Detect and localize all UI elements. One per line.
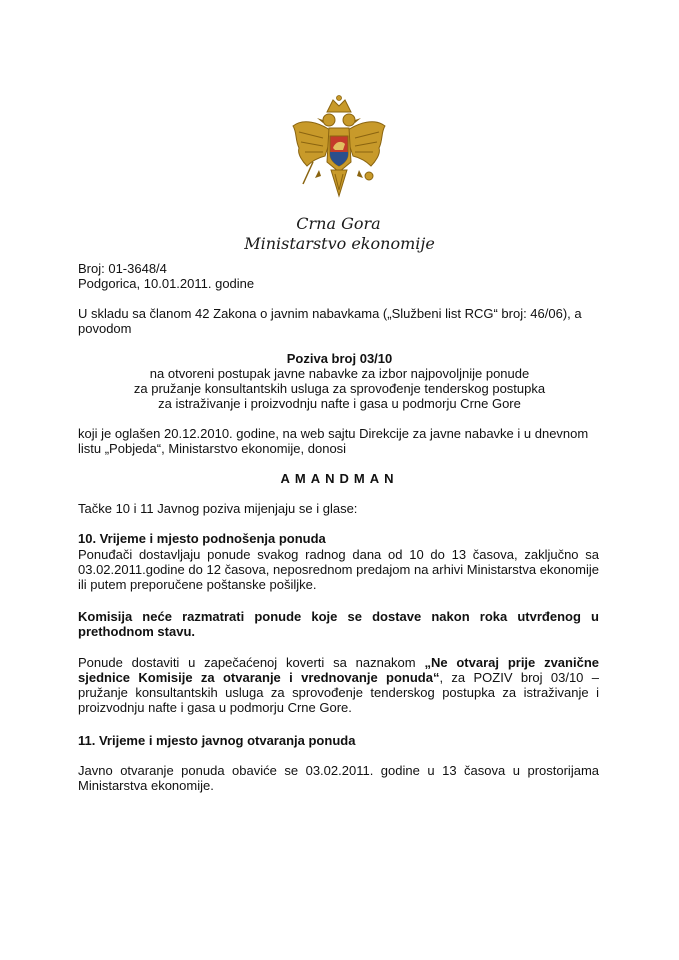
call-line-2: za pružanje konsultantskih usluga za sprovođenje tenderskog postupka xyxy=(133,381,546,396)
section-11-heading: 11. Vrijeme i mjesto javnog otvaranja ponuda xyxy=(78,733,356,748)
header-ministry: Ministarstvo ekonomije xyxy=(244,234,435,253)
call-title: Poziva broj 03/10 xyxy=(286,351,393,366)
header-country: Crna Gora xyxy=(296,214,381,233)
place-date: Podgorica, 10.01.2011. godine xyxy=(78,276,255,291)
para-3-text-a: Ponude dostaviti u zapečaćenoj koverti sa naznakom xyxy=(78,655,425,670)
para-3-text-b: , za POZIV broj 03/10 – pružanje konsultantskih usluga za sprovođenje tenderskog postupka za istraživanje i proizvodnju nafte i gasa u podmorju Crne Gore. xyxy=(78,670,599,715)
section-11-paragraph-1: Javno otvaranje ponuda obaviće se 03.02.2011. godine u 13 časova u prostorijama Ministarstva ekonomije. xyxy=(78,763,599,793)
section-10-paragraph-2: Komisija neće razmatrati ponude koje se dostave nakon roka utvrđenog u prethodnom stavu. xyxy=(78,609,599,639)
section-10-heading: 10. Vrijeme i mjesto podnošenja ponuda xyxy=(78,531,326,546)
intro-line-2: povodom xyxy=(78,321,132,336)
intro-line-1: U skladu sa članom 42 Zakona o javnim nabavkama („Službeni list RCG“ broj: 46/06), a xyxy=(78,306,582,321)
announced-line-1: koji je oglašen 20.12.2010. godine, na web sajtu Direkcije za javne nabavke i u dnevnom xyxy=(78,426,589,441)
para-3-label: „Ne otvaraj prije zvanične sjednice Komisije za otvaranje i vrednovanje ponuda“ xyxy=(78,655,599,685)
section-10-paragraph-3 xyxy=(78,655,599,715)
call-line-3: za istraživanje i proizvodnju nafte i gasa u podmorju Crne Gore xyxy=(158,396,521,411)
document-number: Broj: 01-3648/4 xyxy=(78,261,167,276)
amendment-title: AMANDMAN xyxy=(280,471,399,486)
changes-intro: Tačke 10 i 11 Javnog poziva mijenjaju se i glase: xyxy=(78,501,358,516)
coat-of-arms-icon xyxy=(289,92,389,212)
announced-line-2: listu „Pobjeda“, Ministarstvo ekonomije, donosi xyxy=(78,441,347,456)
call-line-1: na otvoreni postupak javne nabavke za izbor najpovoljnije ponude xyxy=(149,366,530,381)
section-10-paragraph-1: Ponuđači dostavljaju ponude svakog radnog dana od 10 do 13 časova, zaključno sa 03.02.2011.godine do 12 časova, neposrednom predajom na arhivi Ministarstva ekonomije ili putem preporučene poštanske pošiljke. xyxy=(78,547,599,592)
